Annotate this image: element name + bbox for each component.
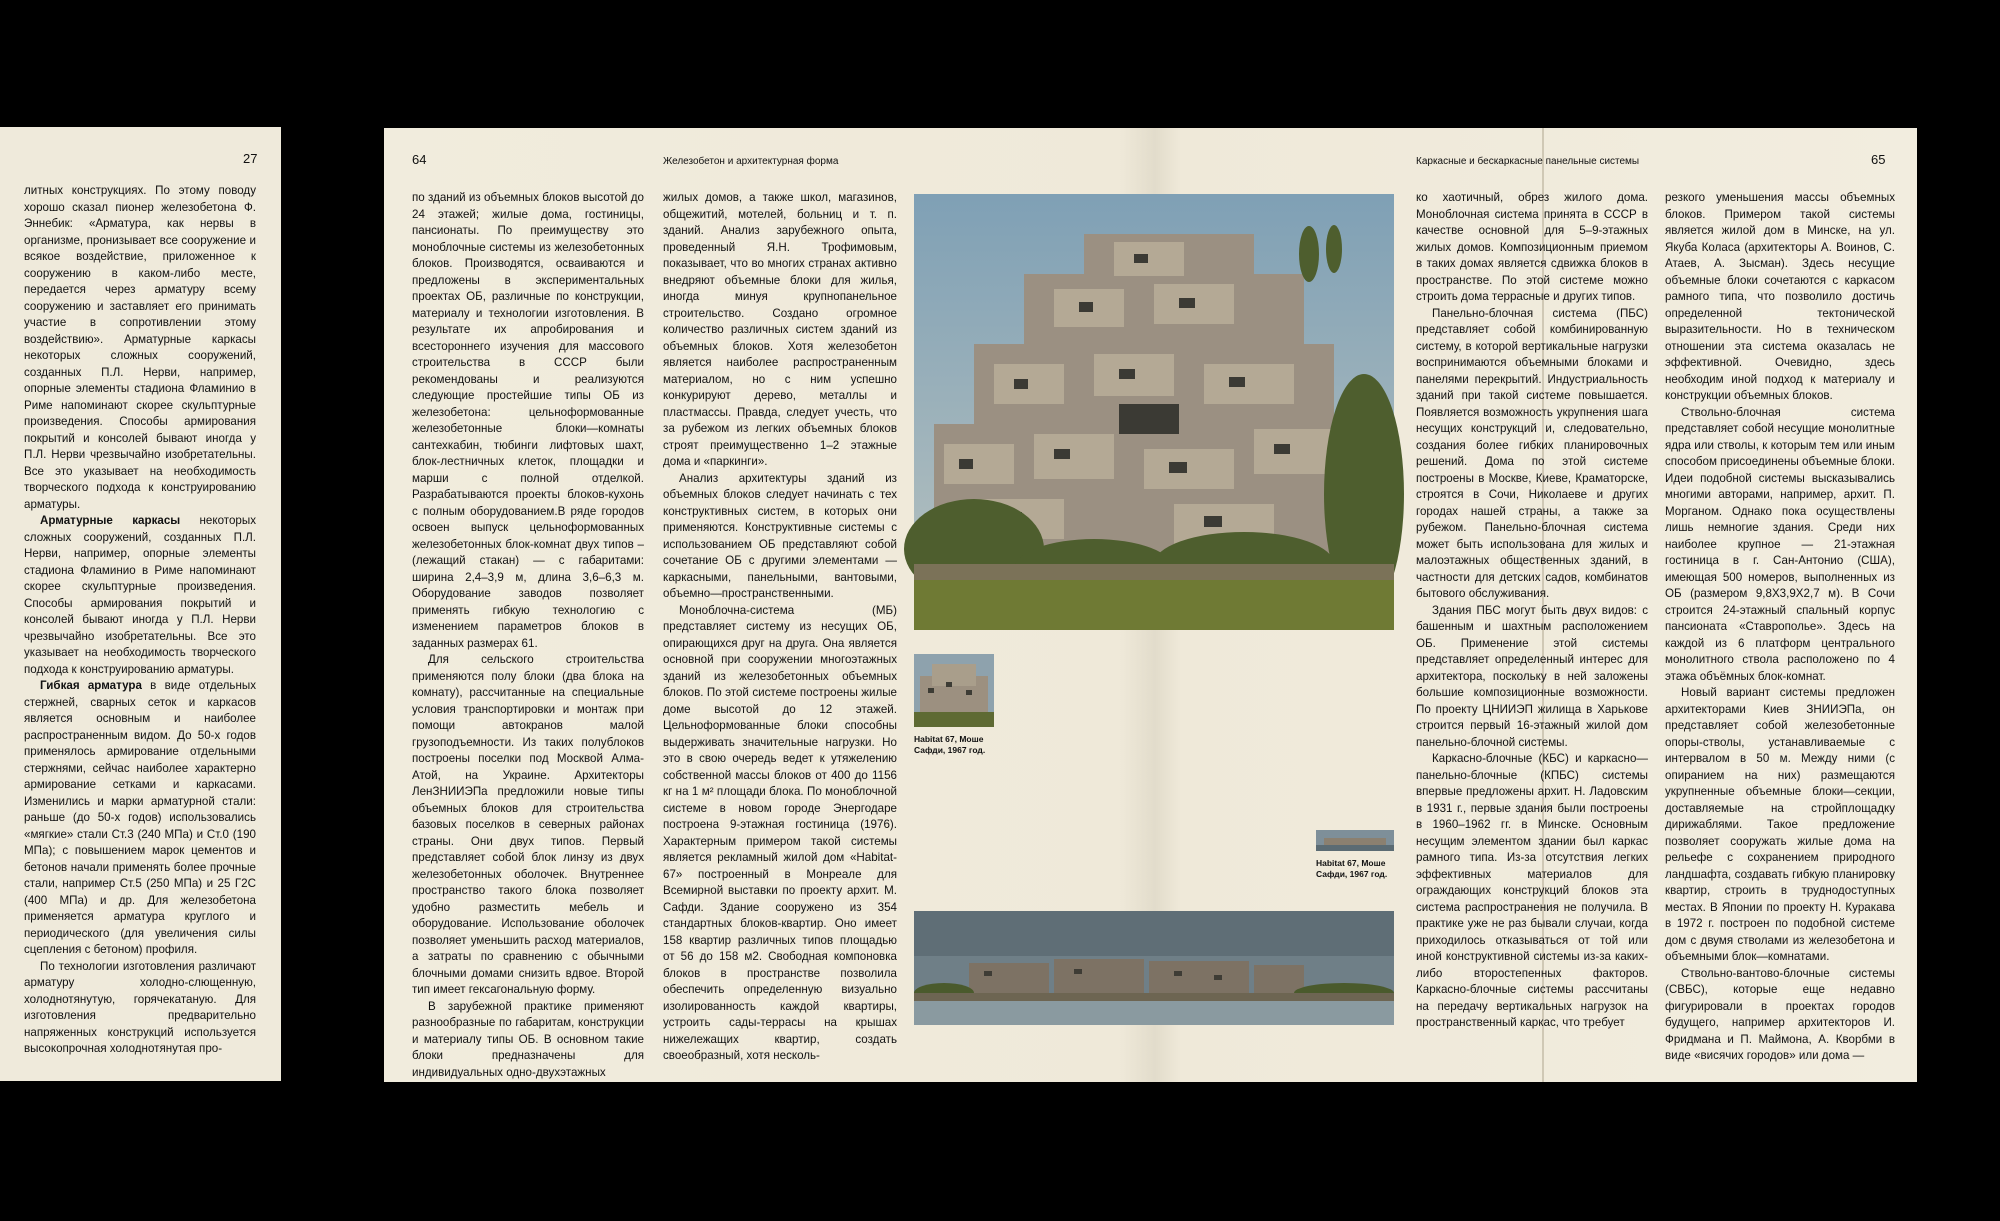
page65-column-2 [1665, 190, 1895, 1070]
paragraph: Ствольно-вантово-блочные системы (СВБС), которые еще недавно фигурировали в проектах городов будущего, например архитекторов И. Фридмана и П. Маймона, А. Кворбми в виде «висячих городов» или дома — [1665, 966, 1895, 1062]
page65-column-1 [1416, 190, 1648, 1070]
paragraph: В зарубежной практике применяют разнообразные по габаритам, конструкции и материалу типы ОБ. В основном такие блоки предназначены для индивидуальных одно-двухэтажных [412, 999, 644, 1079]
paragraph: Моноблочна-система (МБ) представляет систему из несущих ОБ, опирающихся друг на друга. Она является основной при сооружении многоэтажных зданий из железобетонных объемных блоков. По этой системе построены жилые доме высотой до 12 этажей. Цельноформованные блоки способны выдерживать значительные нагрузки. Но это в свою очередь ведет к утяжелению собственной массы блоков от 400 до 1156 кг на 1 м² площади блока. По моноблочной системе в новом городе Энергодаре построена 9-этажная гостиница (1976). Характерным примером такой системы является рекламный жилой дом «Habitat-67» построенный в Монреале для Всемирной выставки по проекту архит. М. Сафди. Здание сооружено из 354 стандартных блоков-квартир. Оно имеет 158 квартир различных типов площадью от 56 до 158 м2. Свободная компоновка блоков в пространстве позволила обеспечить определенную визуально изолированность каждой квартиры, устроить сады-террасы на крышах нижележащих квартир, создать своеобразный, хотя несколь- [663, 603, 897, 1062]
photo-caption: Habitat 67, Моше Сафди, 1967 год. [1316, 858, 1388, 879]
magazine-spread [384, 128, 1917, 1082]
habitat-67-photo [914, 194, 1394, 630]
page64-column-1 [412, 190, 644, 1079]
page-number-65: 65 [1871, 152, 1886, 167]
page-27 [0, 127, 281, 1081]
habitat-67-thumbnail [914, 654, 994, 727]
running-head-right: Каркасные и бескаркасные панельные системы [1416, 156, 1640, 167]
paragraph: Панельно-блочная система (ПБС) представляет собой комбинированную систему, в которой вертикальные нагрузки воспринимаются объемными блоками и панелями перекрытий. Индустриальность зданий при такой системе повышается. Появляется возможность укрупнения шага несущих конструкций и, следовательно, создания более гибких планировочных решений. Дома по этой системе построены в Москве, Киеве, Краматорске, строятся в Сочи, Николаеве и других городах нашей страны, а также за рубежом. Панельно-блочная система может быть использована для жилых и малоэтажных общественных зданий, в частности для детских садов, комбинатов бытового обслуживания. [1416, 306, 1648, 600]
paragraph: Новый вариант системы предложен архитекторами Киев ЗНИИЭПа, он представляет собой железобетонные опоры-стволы, устанавливаемые с интервалом в 50 м. Между ними (с опиранием на них) размещаются укрупненные объемные блоки—секции, доставляемые на стройплощадку дирижаблями. Такое предложение позволяет сооружать жилые дома на рельефе с сохранением природного ландшафта, создавать гибкую планировку квартир, строить в труднодоступных местах. В Японии по проекту Н. Куракава в 1972 г. построен по подобной системе дом с двумя стволами из железобетона и объемными блок—комнатами. [1665, 686, 1895, 963]
paragraph: Арматурные каркасы некоторых сложных сооружений, созданных П.Л. Нерви, например, опорные элементы стадиона Фламинио в Риме напоминают скорее скульптурные произведения. Способы армирования покрытий и консолей бывают иногда у П.Л. Нерви чрезвычайно изобретательны. Все это указывает на необходимость творческого подхода к конструированию арматуры. [24, 514, 256, 676]
habitat-67-waterfront-photo [914, 911, 1394, 1025]
paragraph: жилых домов, а также школ, магазинов, общежитий, мотелей, больниц и т. п. зданий. Анализ зарубежного опыта, проведенный Я.Н. Трофимовым, показывает, что во многих странах активно внедряют объемные блоки для жилья, иногда минуя крупнопанельное строительство. Создано огромное количество различных систем зданий из объемных блоков. Хотя железобетон является наиболее распространенным материалом, но с ним успешно конкурируют дерево, металлы и пластмассы. Правда, следует учесть, что за рубежом из легких объемных блоков строят преимущественно 1–2 этажные дома и «паркинги». [663, 191, 897, 468]
page64-column-2 [663, 190, 897, 1070]
paragraph: Для сельского строительства применяются полу блоки (два блока на комнату), рассчитанные на специальные условия транспортировки и монтаж при помощи автокранов малой грузоподъемности. Из таких полублоков построены поселки под Москвой Алма-Атой, на Украине. Архитекторы ЛенЗНИИЭПа предложили новые типы объемных блоков для строительства базовых поселков в северных районах страны. Они двух типов. Первый представляет собой блок линзу из двух железобетонных оболочек. Внутреннее пространство такого блока позволяет удобно разместить мебель и оборудование. Использование оболочек позволяет уменьшить расход материалов, а затраты по сравнению с обычными блочными домами снизить вдвое. Второй тип имеет гексагональную форму. [412, 653, 644, 996]
running-head-left: Железобетон и архитектурная форма [663, 156, 839, 167]
bold-lead-in: Арматурные каркасы [40, 514, 181, 527]
paragraph: Анализ архитектуры зданий из объемных блоков следует начинать с тех конструктивных систем, в которых они применяются. Конструктивные системы с использованием ОБ представляют собой сочетание ОБ с другими элементами — каркасными, панельными, вантовыми, объемно—пространственными. [663, 471, 897, 600]
paragraph: Ствольно-блочная система представляет собой несущие монолитные ядра или стволы, к которым тем или иным способом присоединены объемные блоки. Идеи подобной системы высказывались многими авторами, например, архит. П. Морганом. Однако пока осуществлены лишь немногие здания. Среди них наиболее крупное — 21-этажная гостиница в г. Сан-Антонио (США), имеющая 500 номеров, выполненных из ОБ (размером 9,8Х3,9Х2,7 м). В Сочи строится 24-этажный спальный корпус пансионата «Ставрополье». Здесь на каждой из 6 платформ центрального монолитного ствола расположено по 4 этажа объёмных блок-комнат. [1665, 405, 1896, 683]
paragraph: по зданий из объемных блоков высотой до 24 этажей; жилые дома, гостиницы, пансионаты. По преимуществу это моноблочные системы из железобетонных блоков. Производятся, осваиваются и предложены в экспериментальных проектах ОБ, различные по конструкции, материалу и технологии изготовления. В результате их апробирования и всестороннего изучения для массового строительства в СССР были рекомендованы и реализуются следующие простейшие типы ОБ из железобетона: цельноформованные железобетонные блоки—комнаты сантехкабин, тюбинги лифтовых шахт, блок-лестничных клеток, площадки и марши с полной отделкой. Разрабатываются проекты блоков-кухонь с полным оборудованием.В ряде городов освоен выпуск цельноформованных железобетонных блок-комнат двух типов – (лежащий стакан) — с габаритами: ширина 2,4–3,9 м, длина 3,6–6,3 м. Оборудование заводов позволяет применять гибкую технологию с изменением параметров блоков в заданных размерах 61. [412, 191, 644, 650]
bold-lead-in: Гибкая арматура [40, 679, 142, 692]
text-column [24, 183, 256, 1073]
habitat-67-thumbnail-panorama [1316, 830, 1394, 851]
photo-caption: Habitat 67, Моше Сафди, 1967 год. [914, 734, 986, 755]
paragraph: Каркасно-блочные (КБС) и каркасно—панельно-блочные (КПБС) системы впервые предложены архит. Н. Ладовским в 1931 г., первые здания были построены в 1960–1962 гг. в Минске. Основным несущим элементом здании был каркас рамного типа. Из-за отсутствия легких эффективных материалов для ограждающих конструкций блоков эта система распространения не получила. В практике уже не раз бывали случаи, когда приходилось отказываться от той или иной конструктивной системы из-за каких-либо второстепенных факторов. Каркасно-блочные системы рассчитаны на передачу вертикальных нагрузок на пространственный каркас, что требует [1416, 752, 1648, 1029]
paragraph: По технологии изготовления различают арматуру холодно-слющенную, холоднотянутую, горячекатаную. Для изготовления предварительно напряженных конструкций используется высокопрочная холоднотянутая про- [24, 959, 256, 1055]
paragraph: Гибкая арматура в виде отдельных стержней, сварных сеток и каркасов является основным и наиболее распространенным видом. До 50-х годов применялось армирование отдельными стержнями, сейчас наиболее характерно армирование сетками и каркасами. Изменились и марки арматурной стали: раньше (до 50-х годов) использовались «мягкие» стали Ст.3 (240 МПа) и Ст.0 (190 МПа); с повышением марок цементов и бетонов начали применять более прочные стали, например Ст.5 (250 МПа) и 25 Г2С (400 МПа) и др. Для железобетона применяется арматура круглого и периодического (для увеличения силы сцепления с бетоном) профиля. [24, 679, 256, 956]
page-number: 27 [243, 151, 258, 166]
page-number-64: 64 [412, 152, 427, 167]
paragraph: ко хаотичный, обрез жилого дома. Моноблочная система принята в СССР в качестве основной для 5–9-этажных жилых домов. Композиционным приемом в таких домах является сдвижка блоков в пространстве. По этой системе можно строить дома террасные и других типов. [1416, 191, 1648, 303]
paragraph: Здания ПБС могут быть двух видов: с башенным и шахтным расположением ОБ. Применение этой системы представляет определенный интерес для архитектора, поскольку в ней заложены большие композиционные возможности. По проекту ЦНИИЭП жилища в Харькове строится первый 16-этажный жилой дом панельно-блочной системы. [1416, 603, 1648, 749]
paragraph: резкого уменьшения массы объемных блоков. Примером такой системы является жилой дом в Минске, на ул. Якуба Коласа (архитекторы А. Воинов, С. Атаев, А. Зысман). Здесь несущие объемные блоки сочетаются с каркасом рамного типа, что позволило достичь определенной тектонической выразительности. Но в техническом отношении эта система оказалась не эффективной. Очевидно, здесь необходим иной подход к материалу и конструкции объемных блоков. [1665, 191, 1895, 402]
paragraph: литных конструкциях. По этому поводу хорошо сказал пионер железобетона Ф. Эннебик: «Арматура, как нервы в организме, пронизывает все сооружение и всякое воздействие, приложенное к сооружению в каком-либо месте, передается через арматуру всему сооружению и заставляет его принимать участие в сопротивлении этому воздействию». Арматурные каркасы некоторых сложных сооружений, созданных П.Л. Нерви, например, опорные элементы стадиона Фламинио в Риме напоминают скорее скульптурные произведения. Способы армирования покрытий и консолей бывают иногда у П.Л. Нерви чрезвычайно изобретательны. Все это указывает на необходимость творческого подхода к конструированию арматуры. [24, 184, 256, 511]
